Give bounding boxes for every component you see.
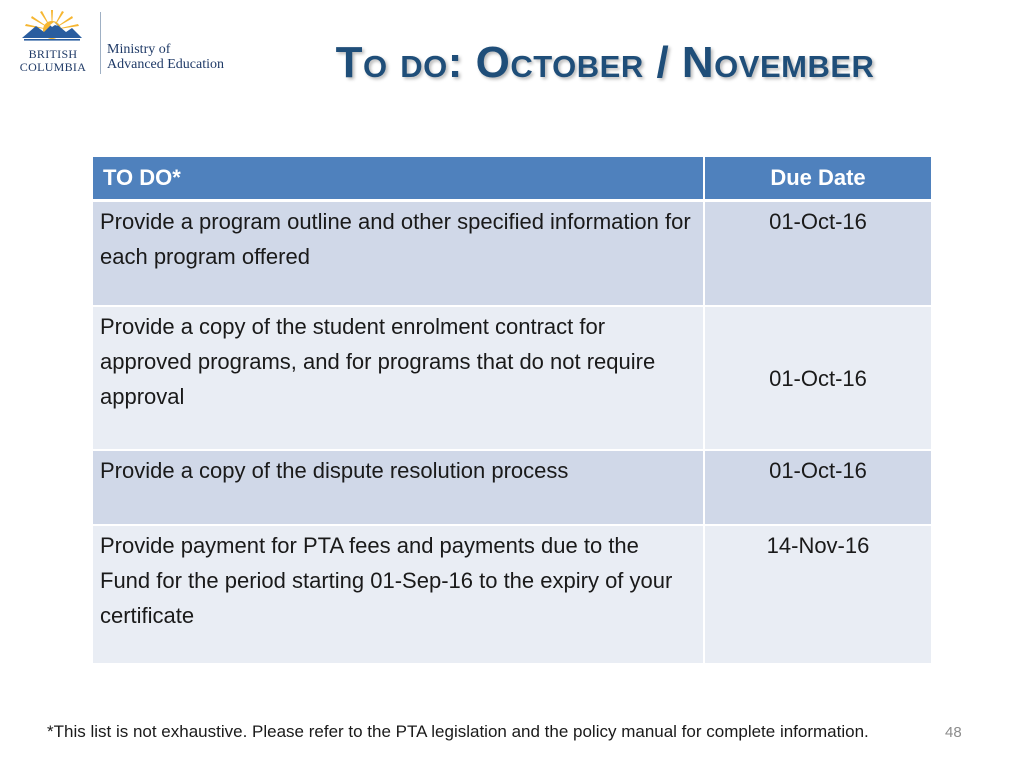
bc-sun-mountains-icon [20, 8, 84, 42]
table-row [93, 202, 931, 307]
task-cell: Provide a program outline and other specified information for each program offered [93, 202, 705, 307]
task-cell: Provide payment for PTA fees and payments due to the Fund for the period starting 01-Sep-16 to the expiry of your certificate [93, 526, 705, 665]
slide-title: To do: October / November [335, 38, 875, 87]
logo-ministry-name [107, 42, 224, 72]
footnote: *This list is not exhaustive. Please refer to the PTA legislation and the policy manual for complete information. [47, 722, 869, 741]
due-date-cell: 14-Nov-16 [705, 526, 931, 665]
page-number: 48 [945, 724, 962, 741]
bc-ministry-logo [12, 8, 227, 76]
due-date-cell: 01-Oct-16 [705, 451, 931, 526]
logo-province-name [12, 48, 94, 74]
logo-divider [100, 12, 101, 74]
due-date-cell: 01-Oct-16 [705, 202, 931, 307]
table-row [93, 526, 931, 665]
logo-ministry-line1: Ministry of [107, 42, 171, 57]
table-header-row [93, 157, 931, 202]
logo-province-line2: COLUMBIA [19, 60, 87, 74]
due-date-cell: 01-Oct-16 [705, 307, 931, 451]
column-header-due-date: Due Date [705, 157, 931, 202]
table-row [93, 307, 931, 451]
column-header-todo: TO DO* [93, 157, 705, 202]
todo-table [93, 157, 931, 665]
logo-province-line1: BRITISH [28, 47, 78, 61]
logo-ministry-line2: Advanced Education [107, 57, 225, 72]
task-cell: Provide a copy of the dispute resolution process [93, 451, 705, 526]
table-row [93, 451, 931, 526]
task-cell: Provide a copy of the student enrolment contract for approved programs, and for programs that do not require approval [93, 307, 705, 451]
